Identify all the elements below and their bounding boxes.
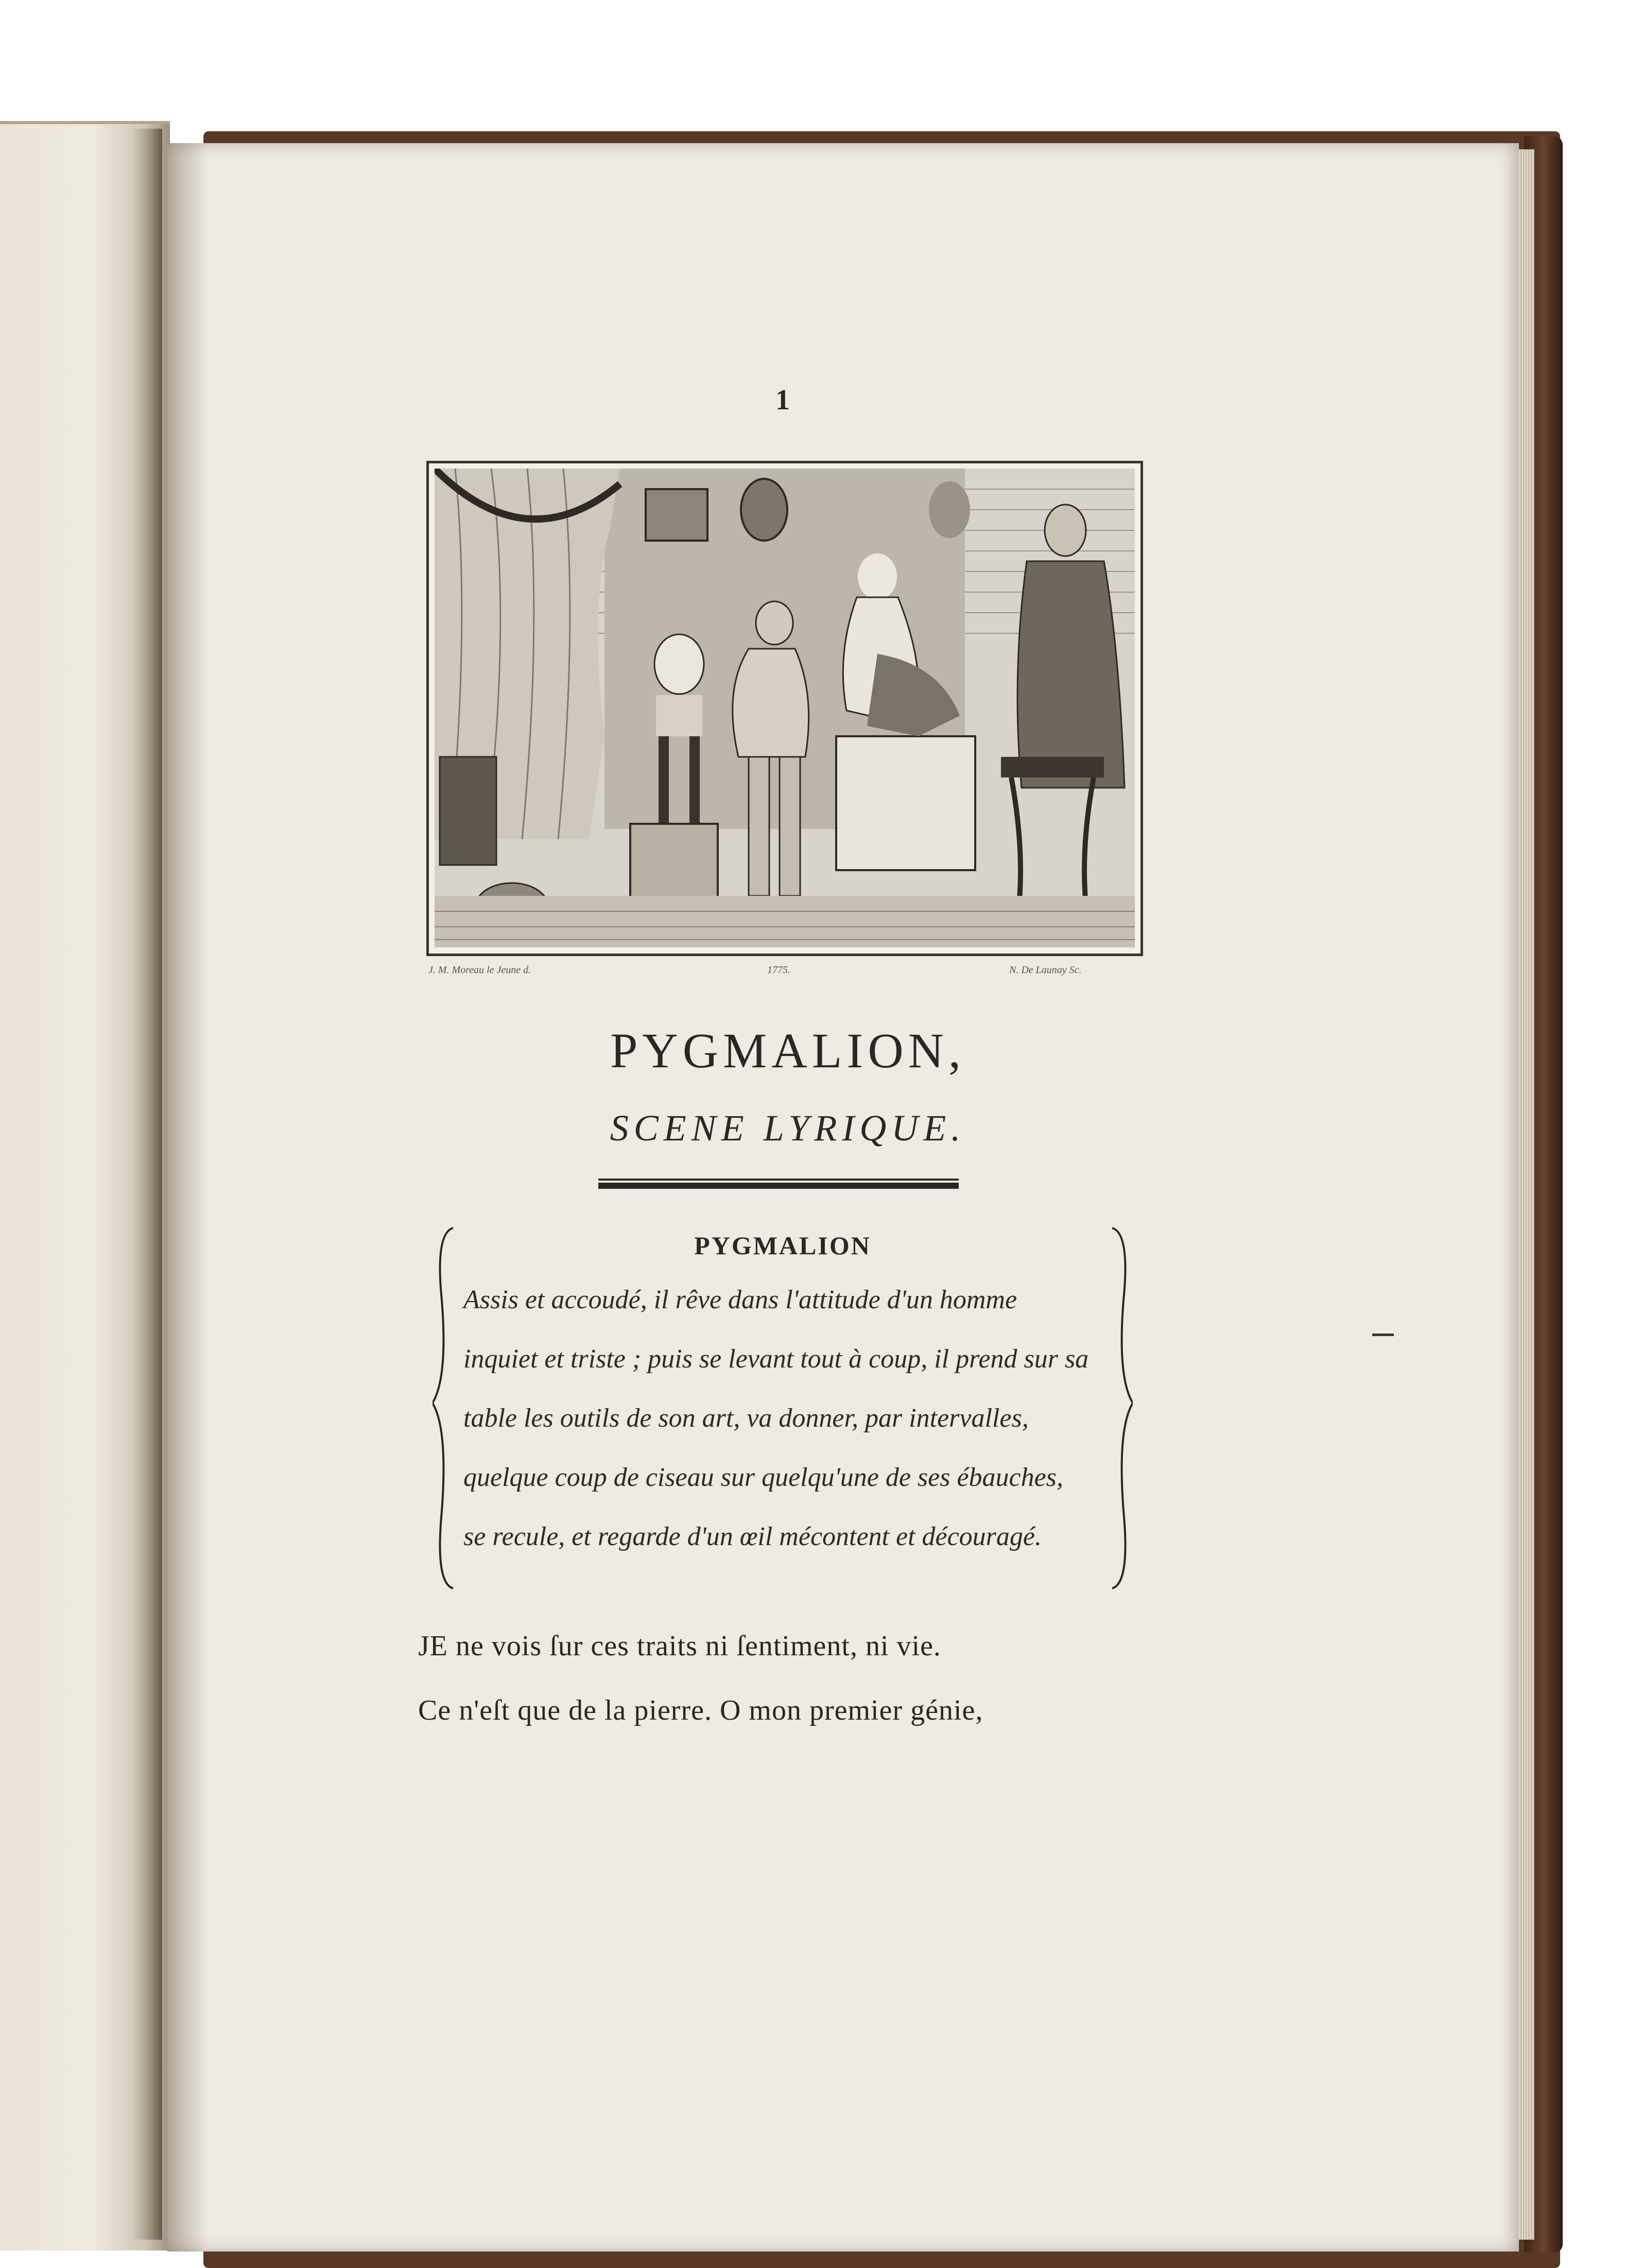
engraving-credit-designer: J. M. Moreau le Jeune d.: [428, 964, 531, 976]
page-gutter: [167, 143, 209, 2252]
gutter-shadow: [131, 129, 162, 2240]
stage-direction-line: Assis et accoudé, il rêve dans l'attitude d'un homme: [463, 1285, 1017, 1314]
stage-direction-line: quelque coup de ciseau sur quelqu'une de ses ébauches,: [463, 1463, 1063, 1492]
rule-thick-line: [598, 1183, 959, 1189]
page-number: 1: [775, 384, 790, 416]
verse-line: JE ne vois ſur ces traits ni ſentiment, ni vie.: [418, 1630, 941, 1662]
rule-thin-line: [598, 1179, 959, 1181]
page-subtitle: SCENE LYRIQUE.: [610, 1107, 966, 1149]
verse-line: Ce n'eſt que de la pierre. O mon premier génie,: [418, 1694, 983, 1726]
stage-direction-line: table les outils de son art, va donner, par intervalles,: [463, 1404, 1029, 1433]
engraving-credit-engraver: N. De Launay Sc.: [1009, 964, 1082, 976]
engraving-illustration: [435, 469, 1135, 947]
title-rule: [598, 1179, 959, 1190]
speaker-name: PYGMALION: [694, 1231, 871, 1260]
stage-direction-box: [433, 1223, 1133, 1594]
page-title: PYGMALION,: [610, 1023, 965, 1078]
recto-page: [167, 143, 1519, 2252]
engraving-date: 1775.: [767, 964, 790, 976]
stage-direction-line: inquiet et triste ; puis se levant tout à coup, il prend sur sa: [463, 1344, 1089, 1374]
stage-direction-line: se recule, et regarde d'un œil mécontent et découragé.: [463, 1522, 1042, 1551]
margin-mark: [1372, 1334, 1394, 1336]
